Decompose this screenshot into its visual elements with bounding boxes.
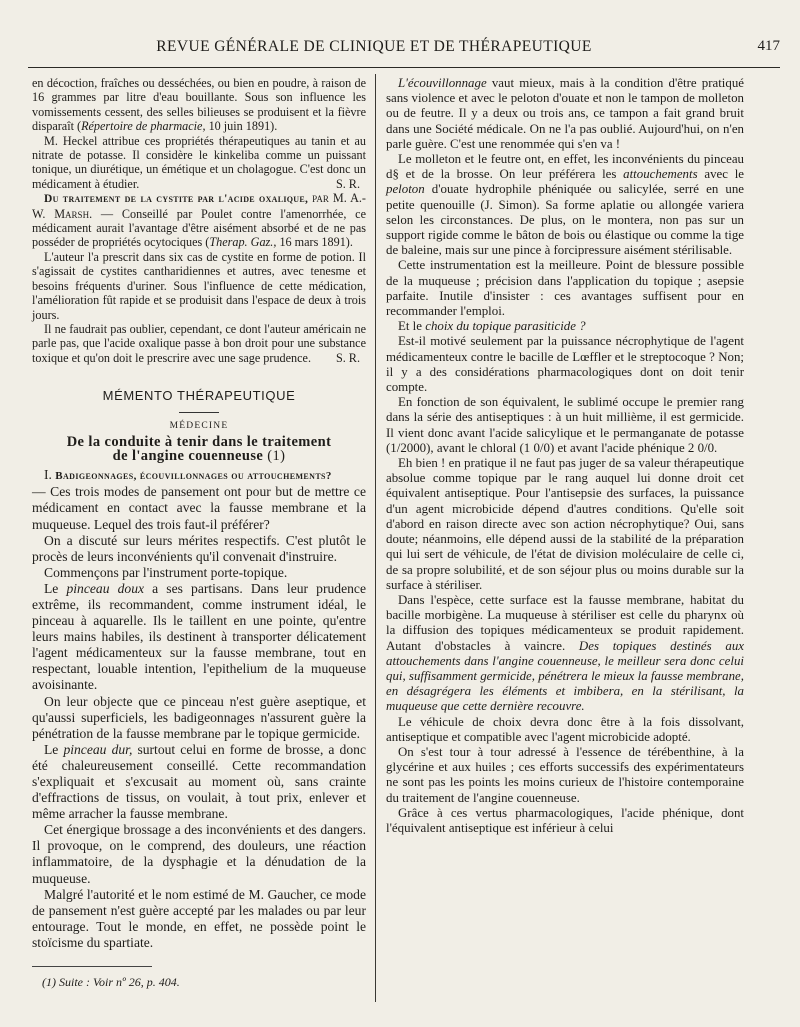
paragraph: — Ces trois modes de pansement ont pour but de mettre ce médicament en contact avec la fausse membrane et la muqueuse. Lequel des trois faut-il préférer? [32, 484, 366, 532]
header-rule [28, 67, 780, 68]
paragraph: Et le choix du topique parasiticide ? [398, 319, 586, 334]
paragraph: Cette instrumentation est la meilleure. Point de blessure possible de la muqueuse ; précision dans l'application du topique ; asepsie parfaite. Inutile d'insister : ces avantages suffisent pour en recommander l'emploi. [386, 258, 744, 319]
paragraph: Le molleton et le feutre ont, en effet, les inconvénients du pinceau d§ et de la brosse. On leur préférera les attouchements avec le peloton d'ouate hydrophile phéniquée ou salicylée, serré en une petite quenouille (J. Simon). Sa forme aplatie ou allongée variera selon les circonstances. De plus, on le montera, non pas sur un support rigide comme le bâton de bois ou élastique ou comme la tige de baleine, mais sur une pince à forcipressure aisément stérilisable. [386, 152, 745, 258]
paragraph: On leur objecte que ce pinceau n'est guère aseptique, et qu'aussi superficiels, les badigeonnages n'assurent guère la pénétration de la fausse membrane par le topique germicide. [32, 693, 366, 741]
paragraph: Le pinceau dur, surtout celui en forme de brosse, a donc été chaleureusement conseillé. Cette recommandation s'expliquait et s'excusait au moment où, sans crainte d'effractions de tissus, on voulait, à tout prix, enlever et même arracher la fausse membrane. [32, 741, 366, 822]
page-number: 417 [757, 38, 780, 54]
paragraph: Grâce à ces vertus pharmacologiques, l'acide phénique, dont l'équivalent antiseptique est inférieur à celui [386, 805, 744, 835]
section-rule [179, 412, 219, 413]
paragraph: Eh bien ! en pratique il ne faut pas juger de sa valeur thérapeutique absolue comme topique par le rang auquel lui donne droit cet équivalent antiseptique. Pour l'antisepsie des surfaces, la puissance d'un agent microbicide dépend d'autres conditions. Qu'elle soit d'abord en raison directe avec son action nécrophytique? Oui, sans doute; néanmoins, elle dépend aussi de la stabilité de la préparation qui lui sert de véhicule, de l'état de division moléculaire de celle ci, de sa propre solubilité, et de son séjour plus ou moins durable sur la surface à stériliser. [386, 456, 744, 592]
footnote: (1) Suite : Voir nº 26, p. 404. [42, 975, 180, 989]
paragraph: En fonction de son équivalent, le sublimé occupe le premier rang dans la série des antiseptiques : à un huit millième, il est germicide. Il vient donc avant l'acide salicylique et le permanganate de potasse (1/2000), avant le chloral (1 0/0) et avant l'acide phénique 2 0/0. [386, 395, 744, 455]
paragraph: L'auteur l'a prescrit dans six cas de cystite en forme de potion. Il s'agissait de cystites cantharidiennes et autres, avec tenesme et besoins fréquents d'uriner. Sous l'influence de cette médication, l'amélioration fût rapide et se produisit dans l'espace de deux à trois jours. [32, 249, 366, 322]
signature: S. R. [335, 176, 360, 191]
memento-body [32, 467, 366, 951]
paragraph: Commençons par l'instrument porte-topique. [44, 564, 288, 580]
paragraph: en décoction, fraîches ou desséchées, ou bien en poudre, à raison de 16 grammes par litre d'eau bouillante. Sous son influence les vomissements cessent, des selles bilieuses se produisent et la fièvre disparaît (Répertoire de pharmacie, 10 juin 1891). [32, 76, 366, 134]
paragraph: Le pinceau doux a ses partisans. Dans leur prudence extrême, ils recommandent, comme instrument idéal, le pinceau à aquarelle. Ils le taillent en une pointe, qu'entre leurs mains habiles, ils destinent à transporter délicatement l'agent médicamenteux sur la fausse membrane, tout en respectant, louable intention, l'epithelium de la muqueuse avoisinante. [32, 580, 366, 693]
paragraph: L'écouvillonnage vaut mieux, mais à la condition d'être pratiqué sans violence et avec le peloton d'ouate et non le tampon de molleton ou de feutre. Il y a deux ou trois ans, ce tampon a fait grand bruit dans une Société médicale. On ne l'a pas oublié. Aujourd'hui, on n'en parle guère. C'est une renommée qui s'en va ! [386, 76, 744, 151]
paragraph: Le véhicule de choix devra donc être à la fois dissolvant, antiseptique et compatible avec l'agent microbicide adopté. [386, 714, 744, 744]
paragraph: Cet énergique brossage a des inconvénients et des dangers. Il provoque, on le comprend, des douleurs, une réaction inflammatoire, de la dysphagie et la dénudation de la muqueuse. [32, 822, 366, 886]
running-head: REVUE GÉNÉRALE DE CLINIQUE ET DE THÉRAPEUTIQUE [156, 38, 592, 55]
article-title: De la conduite à tenir dans le traitement de l'angine couenneuse (1) [66, 434, 332, 465]
right-column [386, 76, 744, 836]
paragraph: On a discuté sur leurs mérites respectifs. C'est plutôt le procès de leurs inconvénients qu'il convenait d'instruire. [32, 532, 366, 564]
footnote-rule [32, 966, 152, 967]
signature: S. R. [335, 350, 360, 365]
left-column [32, 76, 366, 951]
paragraph: Du traitement de la cystite par l'acide oxalique, par M. A.-W. Marsh. — Conseillé par Poulet contre l'amenorrhée, ce médicament aurait l'avantage d'être aisément absorbé et de ne pas posséder de propriétés ocytociques (Therap. Gaz., 16 mars 1891). [32, 191, 366, 250]
column-divider [375, 74, 376, 1002]
page-header [28, 38, 780, 60]
paragraph: Est-il motivé seulement par la puissance nécrophytique de l'agent médicamenteux contre le bacille de Lœffler et le streptocoque ? Non; il y a des considérations pharmacologiques dont on doit tenir compte. [386, 334, 744, 395]
previous-article [32, 76, 366, 365]
paragraph: On s'est tour à tour adressé à l'essence de térébenthine, à la glycérine et aux huiles ; ces efforts successifs des expérimentateurs ne sont pas les points les moins curieux de l'histoire contemporaine du traitement de l'angine couenneuse. [386, 744, 744, 805]
section-title: MÉMENTO THÉRAPEUTIQUE [102, 388, 296, 404]
paragraph: M. Heckel attribue ces propriétés thérapeutiques au tanin et au nitrate de potasse. Il considère le kinkeliba comme un puissant tonique, un diurétique, un émétique et un cholagogue. C'est donc un médicament à étudier. S. R. [32, 133, 366, 191]
section-sign-glyph: § [392, 167, 399, 182]
paragraph: Malgré l'autorité et le nom estimé de M. Gaucher, ce mode de pansement n'est guère accepté par les malades ou par leur entourage. Tout le monde, en effet, ne possède point le stoïcisme du spartiate. [32, 886, 366, 950]
section-label: MÉDECINE [169, 420, 229, 431]
article-heading: Du traitement de la cystite par l'acide oxalique, [44, 193, 309, 206]
paragraph: Il ne faudrait pas oublier, cependant, ce dont l'auteur américain ne parle pas, que l'acide oxalique passe à bon droit pour une substance toxique et qu'on doit le prescrire avec une sage prudence. S. R. [32, 321, 366, 365]
paragraph: Dans l'espèce, cette surface est la fausse membrane, habitat du bacille morbigène. La muqueuse à stériliser est celle du pharynx où la diffusion des topiques médicamenteux se produit rapidement. Autant d'obstacles à vaincre. Des topiques destinés aux attouchements dans l'angine couenneuse, le meilleur sera donc celui qui, suffisamment germicide, pénétrera le mieux la fausse membrane, en désagrégera les éléments et imbibera, en la stérilisant, la muqueuse que cette dernière recouvre. [386, 592, 744, 714]
sub-heading: I. Badigeonnages, écouvillonnages ou attouchements? [44, 467, 332, 483]
